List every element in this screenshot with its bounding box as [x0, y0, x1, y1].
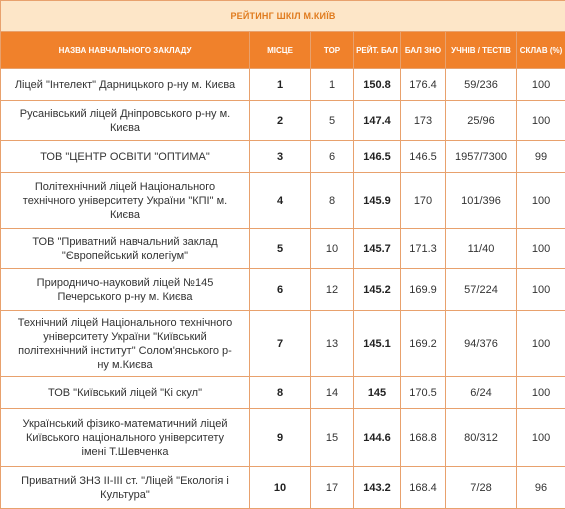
table-row: [1, 377, 565, 409]
rating-cell: 150.8: [354, 69, 401, 101]
column-header-students: УЧНІВ / ТЕСТІВ: [446, 32, 517, 69]
table-row: [1, 101, 565, 141]
place-cell: 7: [250, 311, 311, 377]
passed-cell: 100: [517, 69, 565, 101]
top-cell: 6: [311, 141, 354, 173]
top-cell: 13: [311, 311, 354, 377]
rating-cell: 145.7: [354, 229, 401, 269]
students-cell: 7/28: [446, 467, 517, 509]
table-row: [1, 229, 565, 269]
top-cell: 5: [311, 101, 354, 141]
school-name: Приватний ЗНЗ ІІ-ІІІ ст. "Ліцей "Екологія і Культура": [1, 467, 250, 509]
school-name: Ліцей "Інтелект" Дарницького р-ну м. Києва: [1, 69, 250, 101]
top-cell: 14: [311, 377, 354, 409]
place-cell: 5: [250, 229, 311, 269]
school-name: Політехнічний ліцей Національного технічного університету України "КПІ" м. Києва: [1, 173, 250, 229]
table-title: РЕЙТИНГ ШКІЛ М.КИЇВ: [1, 1, 565, 32]
passed-cell: 100: [517, 409, 565, 467]
column-header-zno: БАЛ ЗНО: [401, 32, 446, 69]
top-cell: 15: [311, 409, 354, 467]
passed-cell: 100: [517, 377, 565, 409]
top-cell: 10: [311, 229, 354, 269]
place-cell: 1: [250, 69, 311, 101]
school-name: ТОВ "ЦЕНТР ОСВІТИ "ОПТИМА": [1, 141, 250, 173]
students-cell: 57/224: [446, 269, 517, 311]
zno-cell: 168.8: [401, 409, 446, 467]
column-header-passed: СКЛАВ (%): [517, 32, 565, 69]
passed-cell: 100: [517, 229, 565, 269]
place-cell: 4: [250, 173, 311, 229]
rating-cell: 144.6: [354, 409, 401, 467]
table-row: [1, 269, 565, 311]
top-cell: 12: [311, 269, 354, 311]
students-cell: 59/236: [446, 69, 517, 101]
students-cell: 101/396: [446, 173, 517, 229]
students-cell: 25/96: [446, 101, 517, 141]
passed-cell: 100: [517, 269, 565, 311]
zno-cell: 176.4: [401, 69, 446, 101]
rating-cell: 147.4: [354, 101, 401, 141]
header-row: [1, 32, 565, 69]
zno-cell: 170.5: [401, 377, 446, 409]
column-header-top: TOP: [311, 32, 354, 69]
passed-cell: 99: [517, 141, 565, 173]
table-row: [1, 69, 565, 101]
school-name: Природничо-науковий ліцей №145 Печерського р-ну м. Києва: [1, 269, 250, 311]
zno-cell: 169.9: [401, 269, 446, 311]
passed-cell: 100: [517, 173, 565, 229]
zno-cell: 171.3: [401, 229, 446, 269]
table-row: [1, 173, 565, 229]
passed-cell: 100: [517, 311, 565, 377]
students-cell: 1957/7300: [446, 141, 517, 173]
rating-cell: 145.2: [354, 269, 401, 311]
school-name: Український фізико-математичний ліцей Київського національного університету імені Т.Шевченка: [1, 409, 250, 467]
students-cell: 11/40: [446, 229, 517, 269]
top-cell: 1: [311, 69, 354, 101]
column-header-name: НАЗВА НАВЧАЛЬНОГО ЗАКЛАДУ: [1, 32, 250, 69]
school-name: ТОВ "Приватний навчальний заклад "Європейський колегіум": [1, 229, 250, 269]
students-cell: 6/24: [446, 377, 517, 409]
rating-cell: 145.1: [354, 311, 401, 377]
school-name: Русанівський ліцей Дніпровського р-ну м. Києва: [1, 101, 250, 141]
zno-cell: 173: [401, 101, 446, 141]
rating-cell: 145: [354, 377, 401, 409]
place-cell: 9: [250, 409, 311, 467]
zno-cell: 169.2: [401, 311, 446, 377]
students-cell: 94/376: [446, 311, 517, 377]
place-cell: 6: [250, 269, 311, 311]
place-cell: 10: [250, 467, 311, 509]
top-cell: 8: [311, 173, 354, 229]
place-cell: 8: [250, 377, 311, 409]
zno-cell: 146.5: [401, 141, 446, 173]
place-cell: 2: [250, 101, 311, 141]
school-name: ТОВ "Київський ліцей "Кі скул": [1, 377, 250, 409]
table-row: [1, 467, 565, 509]
top-cell: 17: [311, 467, 354, 509]
rating-cell: 143.2: [354, 467, 401, 509]
column-header-place: МІСЦЕ: [250, 32, 311, 69]
rating-cell: 146.5: [354, 141, 401, 173]
column-header-rating: РЕЙТ. БАЛ: [354, 32, 401, 69]
passed-cell: 96: [517, 467, 565, 509]
passed-cell: 100: [517, 101, 565, 141]
zno-cell: 170: [401, 173, 446, 229]
table-row: [1, 311, 565, 377]
table-row: [1, 409, 565, 467]
school-name: Технічний ліцей Національного технічного університету України "Київський політехнічний інститут" Солом'янського р-ну м.Києва: [1, 311, 250, 377]
table-row: [1, 141, 565, 173]
students-cell: 80/312: [446, 409, 517, 467]
place-cell: 3: [250, 141, 311, 173]
zno-cell: 168.4: [401, 467, 446, 509]
rating-cell: 145.9: [354, 173, 401, 229]
